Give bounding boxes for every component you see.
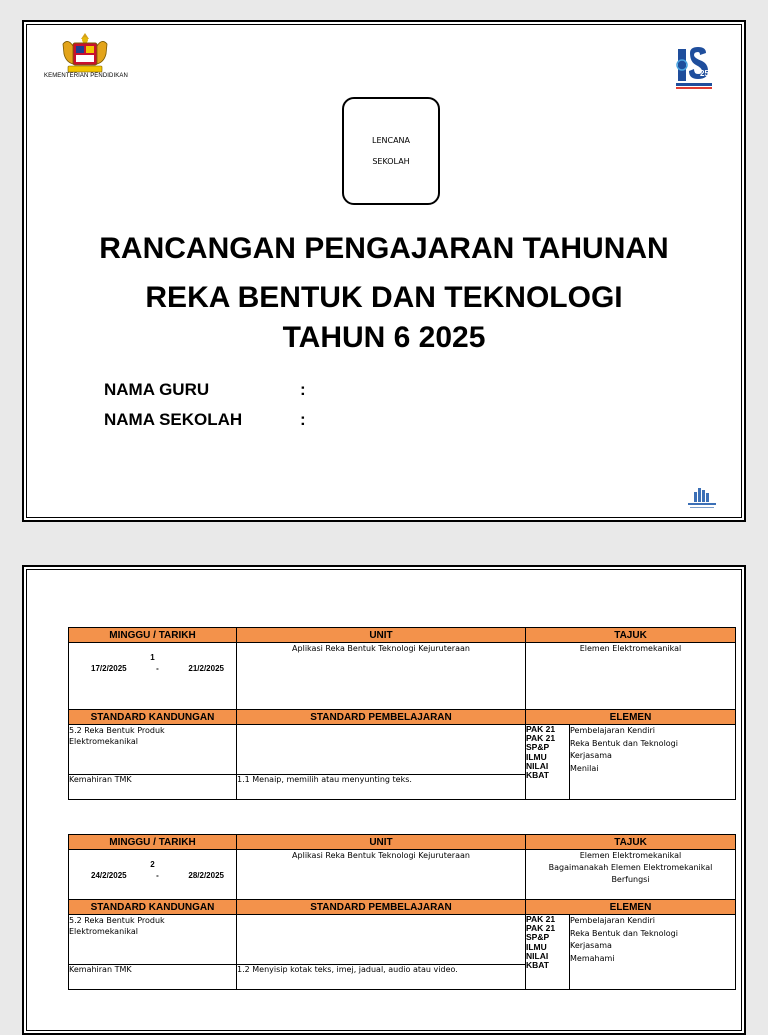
week-number: 2 [150,860,155,869]
topic-line: Berfungsi [611,875,650,884]
teacher-name-label: NAMA GURU [104,380,210,399]
subject-title: REKA BENTUK DAN TEKNOLOGI [145,281,623,314]
document-title: RANCANGAN PENGAJARAN TAHUNAN [99,232,669,265]
content-standard-cell [69,725,237,775]
element-codes-cell [526,915,570,990]
start-date: 24/2/2025 [91,871,127,880]
publisher-logo-icon [686,486,718,510]
element-code: PAK 21 [526,923,556,934]
school-name-field [104,410,306,430]
tmk-skill-cell: Kemahiran TMK [69,965,237,990]
week-date-header: MINGGU / TARIKH [69,628,237,643]
element-value: Menilai [570,763,599,773]
content-standard-line: Elektromekanikal [69,927,138,936]
weekly-plan-page [22,565,746,1035]
malaysia-coat-of-arms-icon [56,30,114,78]
content-standard-line: Elektromekanikal [69,737,138,746]
topic-line: Bagaimanakah Elemen Elektromekanikal [548,863,713,872]
date-dash: - [156,871,159,880]
svg-text:25: 25 [700,69,709,78]
element-code: SP&P [526,932,550,943]
tmk-skill-cell: Kemahiran TMK [69,775,237,800]
content-standard-line: 5.2 Reka Bentuk Produk [69,726,165,735]
element-value: Pembelajaran Kendiri [570,726,655,735]
content-standard-line: 5.2 Reka Bentuk Produk [69,916,165,925]
unit-cell: Aplikasi Reka Bentuk Teknologi Kejuruteraan [237,643,526,710]
teacher-name-colon: : [300,380,306,399]
learning-standard-text: 1.2 Menyisip kotak teks, imej, jadual, audio atau video. [237,965,526,990]
element-value: Pembelajaran Kendiri [570,916,655,925]
unit-header: UNIT [237,628,526,643]
unit-cell: Aplikasi Reka Bentuk Teknologi Kejuruteraan [237,850,526,900]
learning-standard-header: STANDARD PEMBELAJARAN [237,900,526,915]
element-value: Memahami [570,953,615,963]
element-value: Reka Bentuk dan Teknologi [570,738,678,748]
school-badge-placeholder [342,97,440,205]
element-code: PAK 21 [526,724,556,734]
content-standard-header: STANDARD KANDUNGAN [69,710,237,725]
element-code: SP&P [526,742,550,753]
element-values-cell [570,915,736,990]
week-plan-table [68,834,736,990]
teacher-name-field [104,380,306,400]
badge-label-line1: LENCANA [371,136,410,145]
element-value: Kerjasama [570,941,612,950]
date-dash: - [156,664,159,673]
topic-line: Elemen Elektromekanikal [579,851,682,860]
element-codes-cell [526,725,570,800]
element-code: KBAT [526,960,549,971]
school-name-label: NAMA SEKOLAH [104,410,243,429]
content-standard-cell [69,915,237,965]
week-date-cell [69,850,237,900]
week-date-cell [69,643,237,710]
element-code: PAK 21 [526,733,556,744]
element-code: NILAI [526,760,549,771]
topic-header: TAJUK [526,628,736,643]
learning-standard-header: STANDARD PEMBELAJARAN [237,710,526,725]
content-standard-header: STANDARD KANDUNGAN [69,900,237,915]
learning-standard-cell [237,915,526,965]
element-value: Reka Bentuk dan Teknologi [570,928,678,938]
element-code: PAK 21 [526,914,556,924]
element-code: NILAI [526,950,549,961]
unit-header: UNIT [237,835,526,850]
school-name-colon: : [300,410,306,429]
ministry-name: KEMENTERIAN PENDIDIKAN [44,73,128,79]
element-value: Kerjasama [570,751,612,760]
week-number: 1 [150,653,155,662]
learning-standard-text: 1.1 Menaip, memilih atau menyunting teks. [237,775,526,800]
end-date: 28/2/2025 [188,871,224,880]
element-code: ILMU [526,751,547,762]
element-values-cell [570,725,736,800]
elements-header: ELEMEN [526,710,736,725]
learning-standard-cell [237,725,526,775]
element-code: KBAT [526,770,549,781]
week-date-header: MINGGU / TARIKH [69,835,237,850]
elements-header: ELEMEN [526,900,736,915]
start-date: 17/2/2025 [91,664,127,673]
cover-page [22,20,746,522]
badge-label-line2: SEKOLAH [372,157,410,166]
topic-header: TAJUK [526,835,736,850]
element-code: ILMU [526,941,547,952]
topic-cell [526,850,736,900]
jubilee-25-logo-icon [672,43,716,91]
topic-cell [526,643,736,710]
year-title: TAHUN 6 2025 [282,321,486,354]
topic-line: Elemen Elektromekanikal [579,644,682,653]
end-date: 21/2/2025 [188,664,224,673]
week-plan-table [68,627,736,800]
